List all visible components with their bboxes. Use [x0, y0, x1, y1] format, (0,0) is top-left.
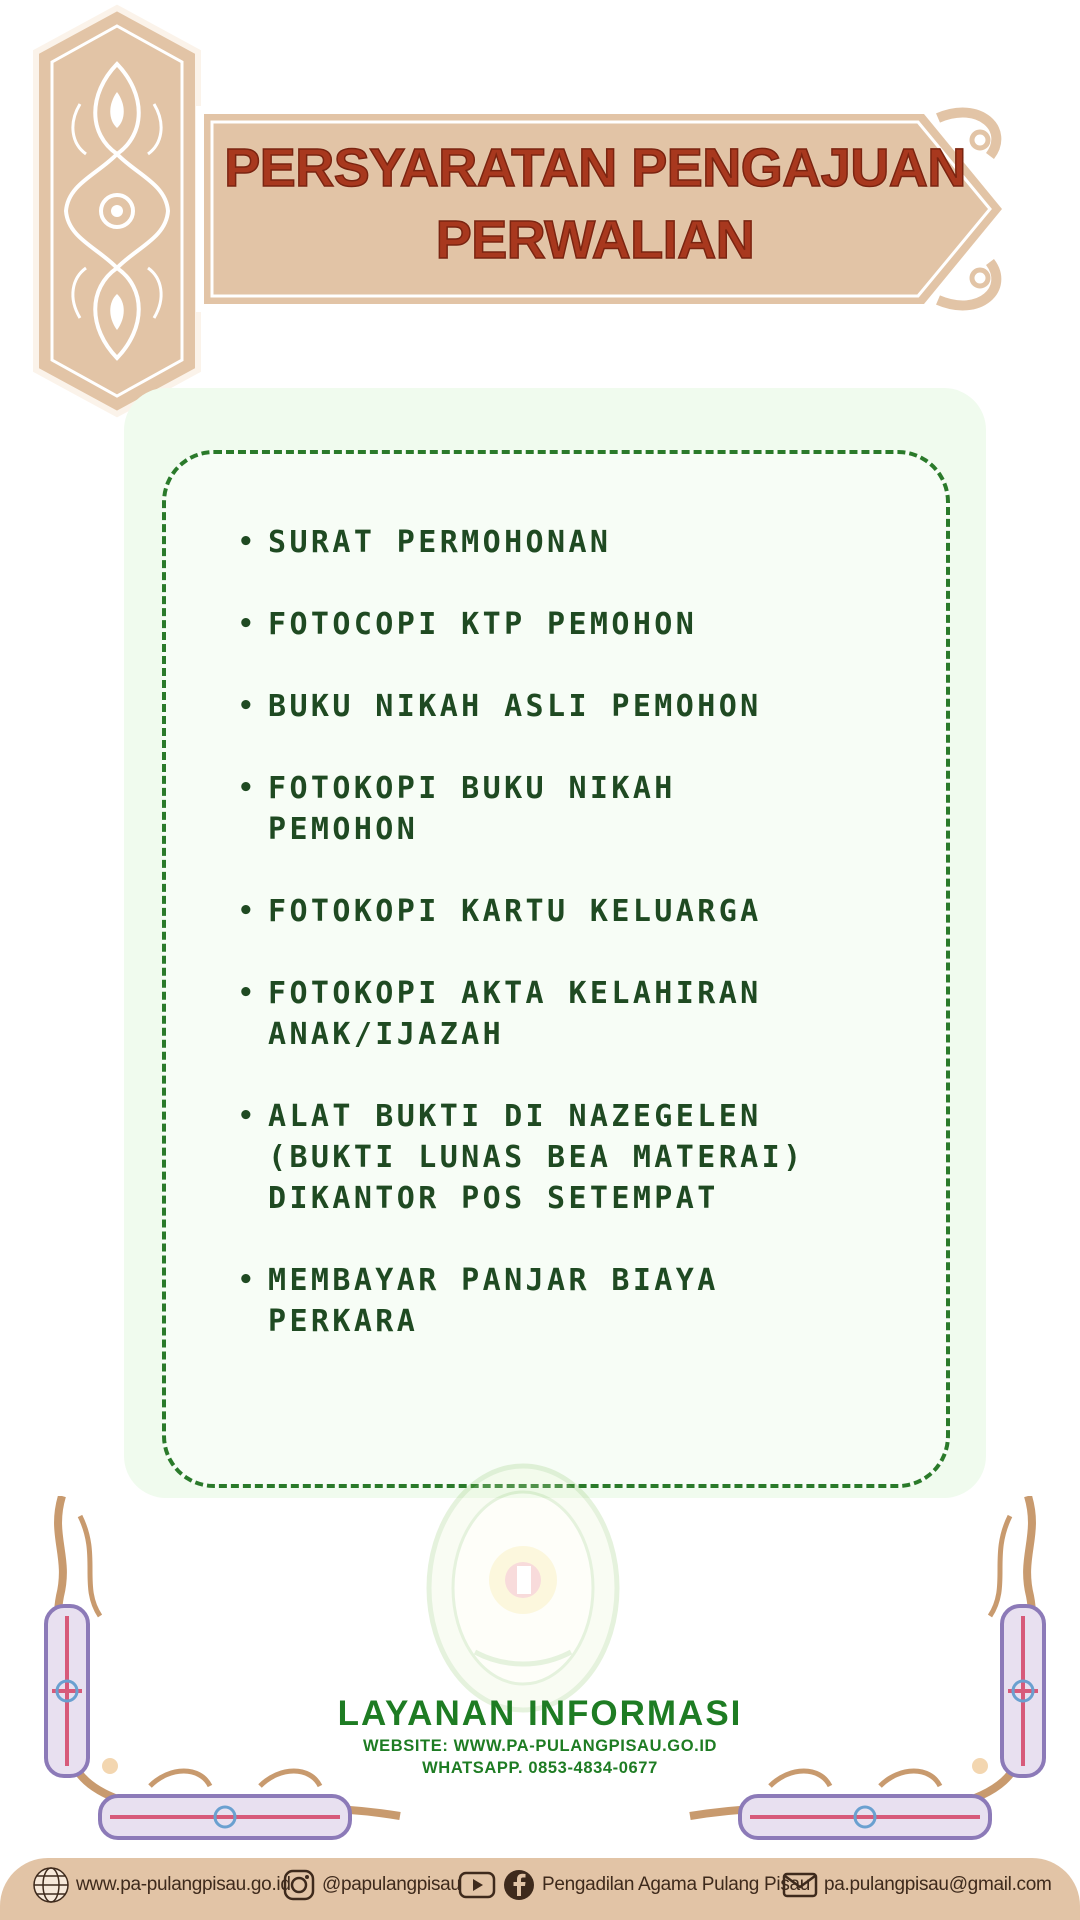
list-item-text: (BUKTI LUNAS BEA MATERAI) [268, 1140, 805, 1175]
list-item [238, 522, 918, 563]
list-item-text: FOTOKOPI AKTA KELAHIRAN [268, 976, 762, 1011]
bullet-icon: • [238, 773, 258, 803]
court-seal-icon [425, 1462, 621, 1714]
mail-icon [782, 1871, 818, 1899]
list-item-text: PEMOHON [268, 812, 419, 847]
footer-website-link[interactable] [32, 1863, 291, 1907]
youtube-icon [458, 1870, 496, 1900]
list-item-text: MEMBAYAR PANJAR BIAYA [268, 1263, 719, 1298]
bullet-icon: • [238, 527, 258, 557]
list-item [238, 891, 918, 932]
footer-instagram-text: @papulangpisau [322, 1874, 461, 1895]
list-item-text: DIKANTOR POS SETEMPAT [268, 1181, 719, 1216]
title-line-1: PERSYARATAN PENGAJUAN [224, 138, 966, 198]
list-item-text: ALAT BUKTI DI NAZEGELEN [268, 1099, 762, 1134]
bullet-icon: • [238, 691, 258, 721]
info-whatsapp: WHATSAPP. 0853-4834-0677 [422, 1759, 658, 1777]
list-item [238, 686, 918, 727]
globe-icon [32, 1866, 70, 1904]
footer-social-text: Pengadilan Agama Pulang Pisau [542, 1874, 811, 1895]
info-website: WEBSITE: WWW.PA-PULANGPISAU.GO.ID [362, 1737, 718, 1755]
bullet-icon: • [238, 1265, 258, 1295]
footer-email-text: pa.pulangpisau@gmail.com [824, 1874, 1052, 1895]
bullet-icon: • [238, 978, 258, 1008]
list-item [238, 1096, 918, 1219]
bullet-icon: • [238, 609, 258, 639]
requirements-list [238, 522, 918, 1383]
list-item-text: SURAT PERMOHONAN [268, 525, 612, 560]
footer-email-link[interactable] [782, 1863, 1052, 1907]
instagram-icon [282, 1868, 316, 1902]
list-item-text: ANAK/IJAZAH [268, 1017, 505, 1052]
list-item-text: BUKU NIKAH ASLI PEMOHON [268, 689, 762, 724]
corner-ornament-left-icon [40, 1496, 410, 1856]
info-title: LAYANAN INFORMASI [337, 1694, 743, 1733]
footer-social-link[interactable] [458, 1863, 810, 1907]
footer-website-text: www.pa-pulangpisau.go.id [76, 1874, 291, 1895]
bullet-icon: • [238, 896, 258, 926]
list-item [238, 1260, 918, 1342]
list-item-text: FOTOKOPI BUKU NIKAH [268, 771, 676, 806]
title-line-2: PERWALIAN [435, 210, 755, 270]
list-item-text: FOTOKOPI KARTU KELUARGA [268, 894, 762, 929]
banner-ornament-icon [28, 4, 206, 418]
facebook-icon [502, 1868, 536, 1902]
list-item-text: FOTOCOPI KTP PEMOHON [268, 607, 698, 642]
footer-instagram-link[interactable] [282, 1863, 461, 1907]
list-item [238, 604, 918, 645]
list-item-text: PERKARA [268, 1304, 419, 1339]
page-title [210, 132, 980, 276]
corner-ornament-right-icon [680, 1496, 1050, 1856]
bullet-icon: • [238, 1101, 258, 1131]
list-item [238, 768, 918, 850]
list-item [238, 973, 918, 1055]
